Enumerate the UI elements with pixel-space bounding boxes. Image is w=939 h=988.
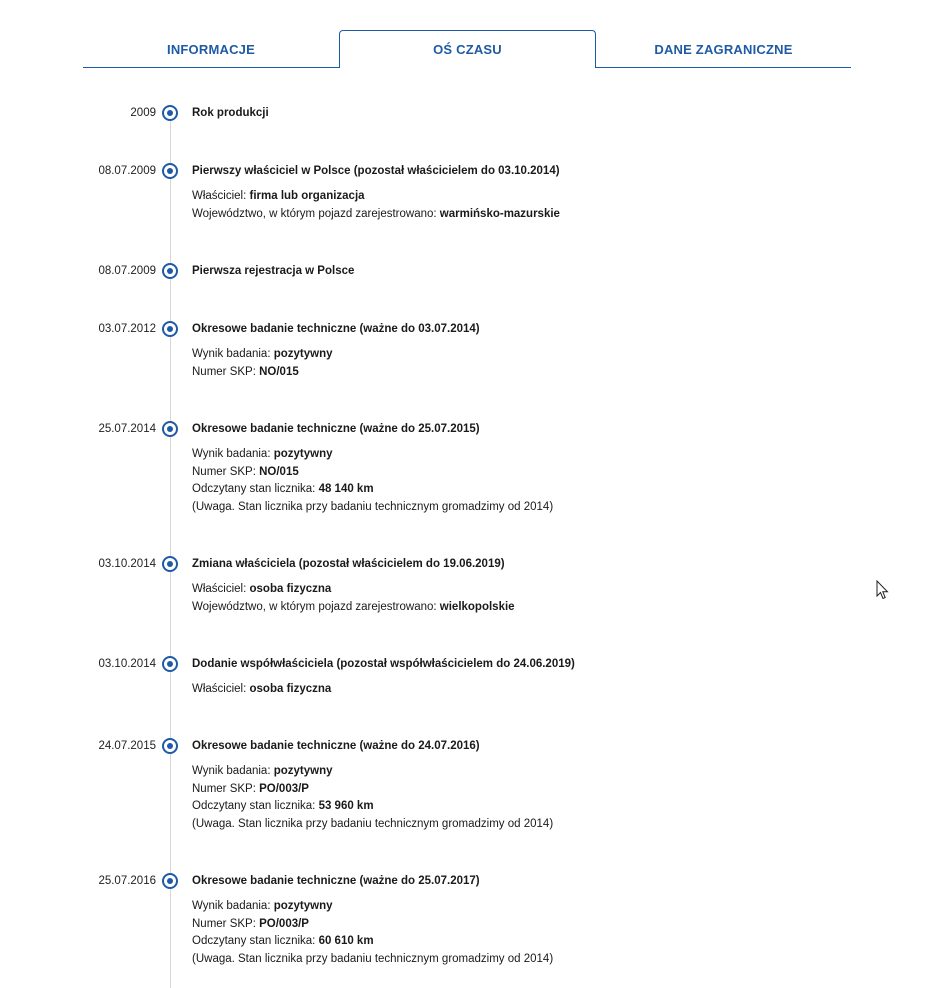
detail-label: Numer SKP:: [192, 782, 260, 795]
detail-row: [192, 898, 553, 916]
detail-value: PO/003/P: [259, 917, 309, 930]
event-title: Okresowe badanie techniczne (ważne do 25.07.2015): [192, 423, 480, 435]
event-date: 08.07.2009: [98, 165, 156, 177]
detail-label: Wynik badania:: [192, 348, 274, 360]
detail-label: Numer SKP:: [192, 365, 260, 378]
event-title: Dodanie współwłaściciela (pozostał współwłaścicielem do 24.06.2019): [192, 658, 575, 670]
event-details: [192, 581, 515, 616]
event-title: Pierwsza rejestracja w Polsce: [192, 265, 355, 277]
event-details: [192, 898, 553, 969]
detail-label: Wynik badania:: [192, 900, 274, 912]
event-title: Pierwszy właściciel w Polsce (pozostał właścicielem do 03.10.2014): [192, 165, 560, 177]
detail-value: 48 140 km: [318, 483, 374, 496]
event-title: Okresowe badanie techniczne (ważne do 25.07.2017): [192, 875, 480, 887]
event-title: Zmiana właściciela (pozostał właścicielem do 19.06.2019): [192, 558, 505, 570]
mouse-cursor-icon: [876, 580, 890, 600]
detail-label: Wynik badania:: [192, 765, 274, 777]
detail-value: warmińsko-mazurskie: [439, 207, 560, 220]
event-date: 03.10.2014: [98, 558, 156, 570]
detail-row: [192, 681, 331, 699]
timeline-dot-icon: [162, 656, 178, 672]
event-date: 2009: [130, 107, 156, 119]
detail-value: NO/015: [259, 465, 299, 478]
event-date: 25.07.2014: [98, 423, 156, 435]
detail-value: pozytywny: [273, 765, 333, 777]
detail-row: [192, 916, 553, 934]
detail-label: (Uwaga. Stan licznika przy badaniu technicznym gromadzimy od 2014): [192, 501, 554, 514]
detail-label: Województwo, w którym pojazd zarejestrowano:: [192, 600, 440, 613]
detail-value: 53 960 km: [318, 800, 374, 813]
detail-label: (Uwaga. Stan licznika przy badaniu technicznym gromadzimy od 2014): [192, 953, 554, 966]
detail-row: [192, 951, 553, 969]
detail-value: PO/003/P: [259, 782, 309, 795]
timeline-line: [170, 112, 171, 988]
detail-label: Odczytany stan licznika:: [192, 483, 319, 496]
event-details: [192, 188, 560, 223]
event-date: 08.07.2009: [98, 265, 156, 277]
event-details: [192, 346, 333, 381]
event-date: 24.07.2015: [98, 740, 156, 752]
detail-row: [192, 188, 560, 206]
tab-dane-zagraniczne[interactable]: DANE ZAGRANICZNE: [654, 41, 793, 57]
detail-value: osoba fizyczna: [249, 683, 332, 695]
timeline-dot-icon: [162, 873, 178, 889]
timeline-dot-icon: [162, 556, 178, 572]
tab-informacje[interactable]: INFORMACJE: [167, 41, 255, 57]
event-date: 03.10.2014: [98, 658, 156, 670]
detail-row: [192, 798, 553, 816]
detail-value: pozytywny: [273, 348, 333, 360]
detail-row: [192, 599, 515, 617]
event-title: Okresowe badanie techniczne (ważne do 03.07.2014): [192, 323, 480, 335]
detail-label: Właściciel:: [192, 583, 250, 595]
event-title: Rok produkcji: [192, 107, 269, 119]
detail-row: [192, 364, 333, 382]
detail-row: [192, 464, 553, 482]
detail-label: Numer SKP:: [192, 465, 260, 478]
event-details: [192, 763, 553, 834]
detail-row: [192, 446, 553, 464]
detail-value: osoba fizyczna: [249, 583, 332, 595]
detail-row: [192, 581, 515, 599]
detail-row: [192, 206, 560, 224]
detail-value: pozytywny: [273, 900, 333, 912]
event-date: 03.07.2012: [98, 323, 156, 335]
detail-value: 60 610 km: [318, 935, 374, 948]
detail-row: [192, 499, 553, 517]
detail-label: Wynik badania:: [192, 448, 274, 460]
detail-value: pozytywny: [273, 448, 333, 460]
detail-value: NO/015: [259, 365, 299, 378]
detail-row: [192, 763, 553, 781]
event-details: [192, 681, 331, 699]
timeline-dot-icon: [162, 163, 178, 179]
detail-label: Odczytany stan licznika:: [192, 800, 319, 813]
detail-value: wielkopolskie: [439, 600, 515, 613]
detail-row: [192, 816, 553, 834]
timeline-dot-icon: [162, 421, 178, 437]
detail-label: Właściciel:: [192, 683, 250, 695]
timeline-dot-icon: [162, 105, 178, 121]
detail-row: [192, 781, 553, 799]
detail-row: [192, 481, 553, 499]
detail-row: [192, 933, 553, 951]
event-details: [192, 446, 553, 517]
detail-label: (Uwaga. Stan licznika przy badaniu technicznym gromadzimy od 2014): [192, 818, 554, 831]
timeline-dot-icon: [162, 263, 178, 279]
detail-label: Województwo, w którym pojazd zarejestrowano:: [192, 207, 440, 220]
event-title: Okresowe badanie techniczne (ważne do 24.07.2016): [192, 740, 480, 752]
detail-label: Odczytany stan licznika:: [192, 935, 319, 948]
detail-value: firma lub organizacja: [249, 190, 365, 202]
timeline-dot-icon: [162, 321, 178, 337]
event-date: 25.07.2016: [98, 875, 156, 887]
detail-row: [192, 346, 333, 364]
timeline-dot-icon: [162, 738, 178, 754]
detail-label: Numer SKP:: [192, 917, 260, 930]
tab-os-czasu[interactable]: OŚ CZASU: [339, 30, 596, 68]
detail-label: Właściciel:: [192, 190, 250, 202]
